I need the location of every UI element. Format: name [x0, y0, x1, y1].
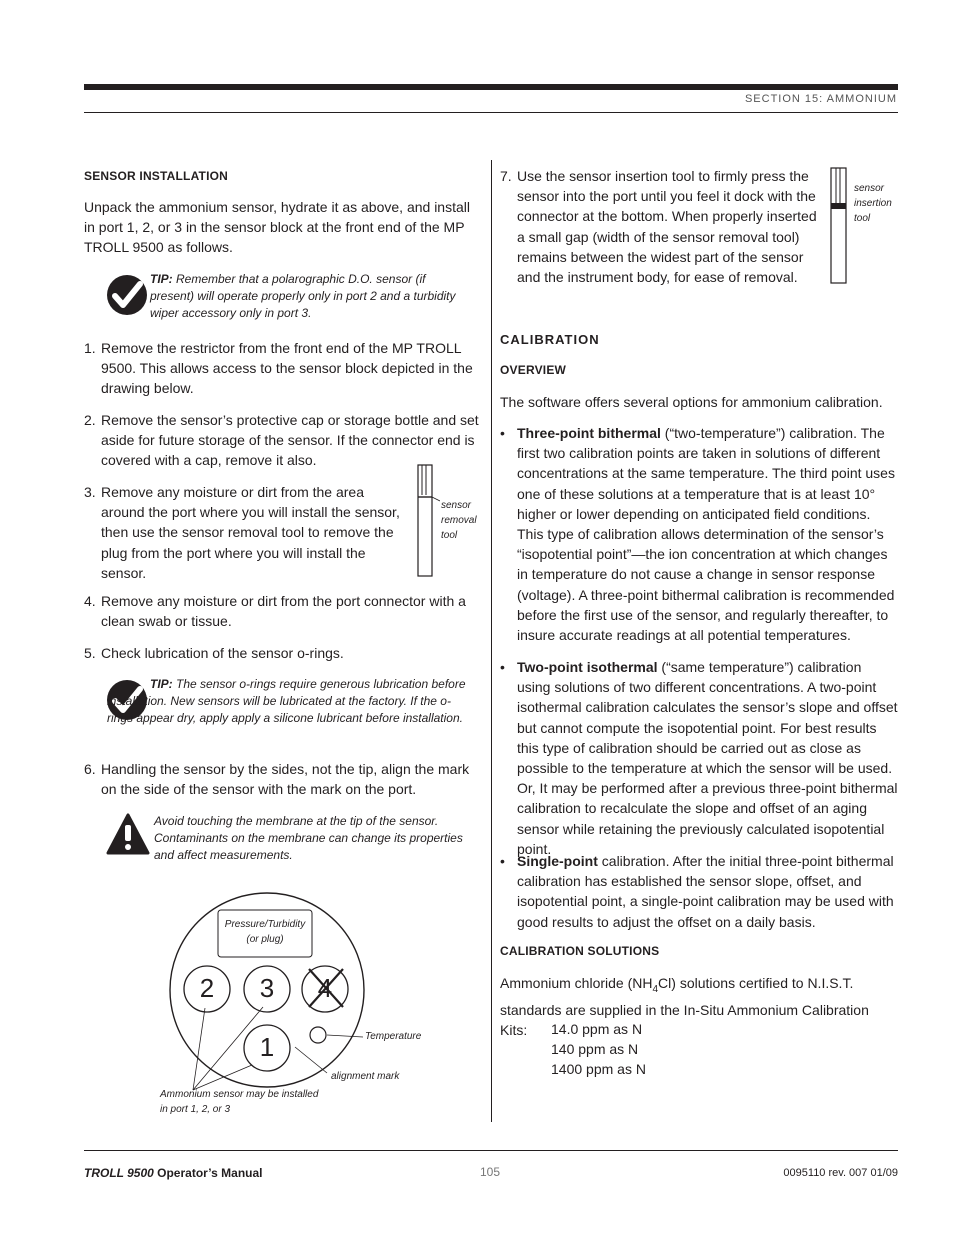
list-item — [84, 482, 414, 581]
bullet-body: (“same temperature”) calibration using solutions of two different concentrations. A two-point isothermal calibration calculates the sensor’s slope and offset but cannot compute the isopotential point. For best results this type of calibration should be carried out as close as possible to the temperature at which the sensor will be used. Or, It may be performed after a previous three-point bithermal calibration to recalculate the slope and offset of an aging sensor while retaining the previously calculated isopotential point. — [517, 659, 898, 857]
solutions-text-start: Ammonium chloride (NH — [500, 975, 653, 991]
step-number: 7. — [500, 168, 512, 184]
bullet-lead: Three-point bithermal — [517, 425, 661, 441]
tip-text: The sensor o-rings require generous lubrication before installation. New sensors will be lubricated at the factory. If the o-rings appear dry, apply apply a silicone lubricant before installation. — [107, 677, 466, 725]
temperature-label: Temperature — [365, 1031, 422, 1042]
tip-orings — [107, 676, 467, 726]
step-text: Remove the sensor’s protective cap or storage bottle and set aside for future storage of the sensor. If the connector end is covered with a cap, remove it also. — [101, 412, 479, 469]
removal-tool-drawing — [416, 463, 440, 578]
step-number: 3. — [84, 484, 96, 500]
brand-name: TROLL — [84, 1166, 124, 1180]
list-item: 14.0 ppm as N — [551, 1021, 643, 1037]
checkmark-icon — [106, 274, 148, 316]
list-item — [500, 851, 898, 935]
step-number: 6. — [84, 761, 96, 777]
install-caption-line1: Ammonium sensor may be installed — [160, 1089, 319, 1100]
header-rule — [84, 112, 898, 113]
step-number: 1. — [84, 340, 96, 356]
bullet-text — [517, 657, 898, 859]
list-item — [84, 643, 484, 665]
port-1-label: 1 — [259, 1032, 275, 1062]
page-number: 105 — [479, 1165, 501, 1179]
bullet-body: calibration. After the initial three-point bithermal calibration has established the sensor slope, offset, and isopotential point, a single-point calibration may be used with good results to adjust the offset on a daily basis. — [517, 853, 894, 930]
list-item — [84, 338, 484, 400]
list-item — [500, 657, 898, 857]
step-number: 2. — [84, 412, 96, 428]
port-2-label: 2 — [199, 973, 215, 1003]
document-id: 0095110 rev. 007 01/09 — [783, 1167, 898, 1179]
step-number: 4. — [84, 593, 96, 609]
install-caption — [160, 1087, 318, 1117]
port-3-label: 3 — [259, 973, 275, 1003]
section-label: SECTION 15: AMMONIUM — [744, 93, 897, 105]
install-intro: Unpack the ammonium sensor, hydrate it as above, and install in port 1, 2, or 3 in the sensor block at the front end of the MP TROLL 9500 as follows. — [84, 199, 470, 256]
list-item — [500, 166, 820, 290]
bullet-lead: Two-point isothermal — [517, 659, 658, 675]
model-number: 9500 — [123, 1166, 154, 1180]
step-text: Remove any moisture or dirt from the area around the port where you will install the sensor, then use the sensor removal tool to remove the plug from the port where you will install the sensor. — [101, 484, 400, 581]
port-4-label: 4 — [317, 973, 333, 1003]
manual-title-rest: Operator’s Manual — [153, 1166, 263, 1180]
footer-rule — [84, 1150, 898, 1151]
bullet-mark: • — [500, 853, 505, 869]
calibration-heading: CALIBRATION — [500, 332, 600, 347]
bullet-lead: Single-point — [517, 853, 598, 869]
step-text: Use the sensor insertion tool to firmly press the sensor into the port until you feel it dock with the connector at the bottom. When properly inserted a small gap (width of the sensor removal tool) remains between the widest part of the sensor and the instrument body, for ease of removal. — [517, 168, 817, 286]
concentration-list — [551, 1019, 646, 1080]
install-heading: SENSOR INSTALLATION — [84, 169, 229, 183]
list-item: 1400 ppm as N — [551, 1061, 646, 1078]
caution-text: Avoid touching the membrane at the tip of the sensor. Contaminants on the membrane can change its properties and affect measurements. — [154, 814, 463, 862]
step-text: Handling the sensor by the sides, not the tip, align the mark on the side of the sensor with the mark on the port. — [101, 761, 470, 798]
removal-tool-label: sensor removal tool — [441, 500, 477, 541]
pressure-turbidity-label — [218, 917, 312, 947]
tip-label: TIP: — [150, 272, 173, 286]
step-text: Check lubrication of the sensor o-rings. — [101, 645, 344, 661]
insertion-tool-drawing — [829, 165, 851, 285]
insertion-tool-label: sensor insertion tool — [854, 183, 892, 224]
pressure-label-line1: Pressure/Turbidity — [224, 919, 306, 930]
step-number: 5. — [84, 645, 96, 661]
pressure-label-line2: (or plug) — [246, 934, 284, 945]
step-text: Remove the restrictor from the front end of the MP TROLL 9500. This allows access to the sensor block depicted in the drawing below. — [101, 340, 473, 397]
bullet-text — [517, 851, 898, 932]
list-item — [84, 759, 484, 801]
manual-title — [84, 1166, 263, 1180]
install-caption-line2: in port 1, 2, or 3 — [160, 1104, 231, 1115]
solutions-subscript: 4 — [652, 983, 659, 995]
column-divider — [491, 160, 492, 1122]
bullet-text — [517, 423, 898, 645]
bullet-mark: • — [500, 659, 505, 675]
bullet-mark: • — [500, 425, 505, 441]
overview-heading: OVERVIEW — [500, 363, 567, 377]
step-text: Remove any moisture or dirt from the port connector with a clean swab or tissue. — [101, 593, 466, 630]
list-item: 140 ppm as N — [551, 1041, 639, 1058]
tip-label: TIP: — [150, 677, 173, 691]
bullet-body: (“two-temperature”) calibration. The first two calibration points are taken in solutions of different concentrations at the same temperature. The third point uses one of these solutions at a temperature that is at least 10° higher or lower depending on anticipated field conditions. This type of calibration allows determination of the sensor’s “isopotential point”—the ion concentration at which changes in temperature do not cause a change in sensor response (voltage). A three-point bithermal calibration is recommended before the first use of the sensor, and regularly thereafter, to insure accurate readings at all potential temperatures. — [517, 425, 895, 644]
alignment-mark-label: alignment mark — [331, 1071, 400, 1082]
solutions-heading: CALIBRATION SOLUTIONS — [500, 944, 660, 958]
list-item — [500, 423, 898, 647]
tip-polarographic — [150, 271, 465, 321]
header-bar — [84, 84, 898, 90]
tip-text: Remember that a polarographic D.O. sensor (if present) will operate properly only in port 2 and a turbidity wiper accessory only in port 3. — [150, 272, 456, 320]
solutions-text-end: Cl) solutions certified to N.I.S.T. standards are supplied in the In-Situ Ammonium Calibration Kits: — [500, 975, 869, 1039]
list-item — [84, 591, 484, 633]
overview-text: The software offers several options for ammonium calibration. — [500, 394, 883, 410]
warning-icon — [106, 813, 150, 855]
